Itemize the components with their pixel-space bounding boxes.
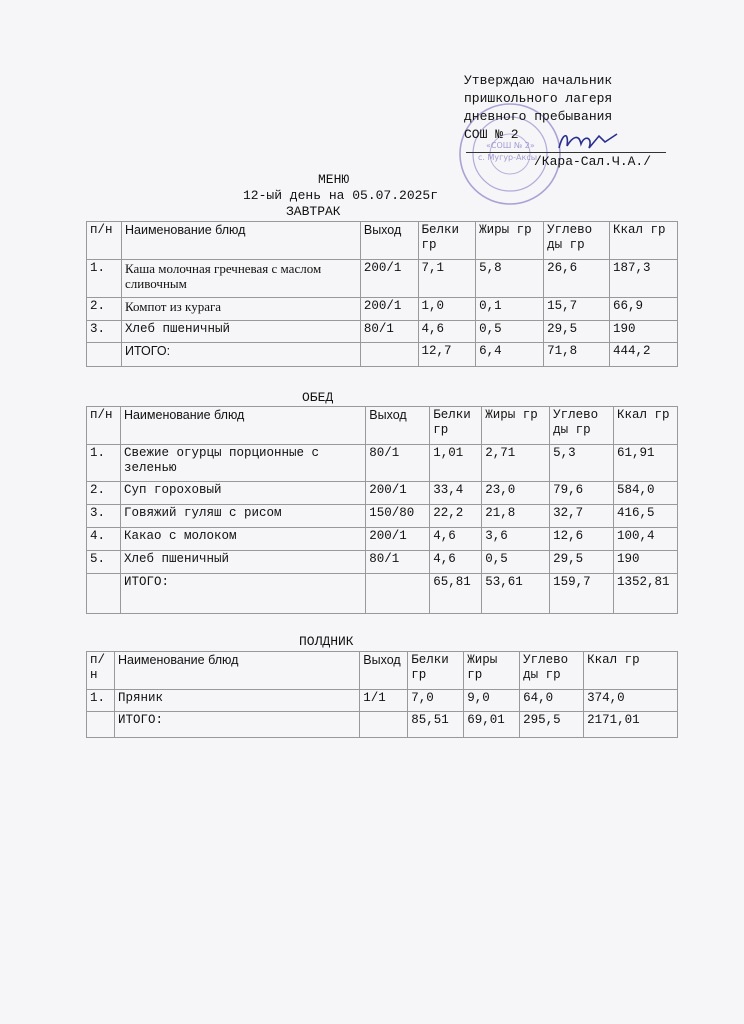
table-cell: 5. [87,551,121,574]
table-cell: 4. [87,528,121,551]
table-cell: 1. [87,445,121,482]
table-cell: 12,7 [418,343,476,367]
table-cell: Компот из курага [122,298,361,321]
table-cell: 6,4 [476,343,544,367]
table-cell: 200/1 [360,260,418,298]
table-cell: 80/1 [366,445,430,482]
header-cell: Углево ды гр [544,222,610,260]
table-cell [87,343,122,367]
table-cell: 3,6 [482,528,550,551]
table-cell: ИТОГО: [122,343,361,367]
table-row [87,482,678,505]
table-cell: Пряник [114,690,359,712]
table-cell: 190 [610,321,678,343]
svg-text:«СОШ № 2»: «СОШ № 2» [486,141,535,150]
snack-title: ПОЛДНИК [299,634,354,649]
table-cell: 1,0 [418,298,476,321]
table-cell: 80/1 [366,551,430,574]
table-cell: 0,5 [476,321,544,343]
table-cell: 2. [87,298,122,321]
signature-line [466,152,666,153]
table-cell: 79,6 [550,482,614,505]
header-cell: п/н [87,407,121,445]
table-row [87,298,678,321]
table-cell [360,343,418,367]
table-cell: 32,7 [550,505,614,528]
table-cell [87,712,115,738]
approver-name: /Кара-Сал.Ч.А./ [534,154,652,169]
table-cell [366,574,430,614]
header-cell: Жиры гр [482,407,550,445]
approval-line: пришкольного лагеря [464,91,613,106]
table-cell: 64,0 [520,690,584,712]
total-row [87,343,678,367]
table-cell: 9,0 [464,690,520,712]
table-cell: 0,5 [482,551,550,574]
header-cell: Белки гр [418,222,476,260]
table-cell: Хлеб пшеничный [120,551,365,574]
table-cell [360,712,408,738]
table-cell: 80/1 [360,321,418,343]
table-cell: 33,4 [430,482,482,505]
breakfast-title: ЗАВТРАК [286,204,341,219]
header-cell: п/н [87,222,122,260]
table-cell: 190 [614,551,678,574]
table-cell: Хлеб пшеничный [122,321,361,343]
table-cell: 7,1 [418,260,476,298]
table-row [87,551,678,574]
table-cell: ИТОГО: [114,712,359,738]
table-cell: 7,0 [408,690,464,712]
table-cell: Каша молочная гречневая с маслом сливочным [122,260,361,298]
table-cell: 65,81 [430,574,482,614]
table-header-row [87,652,678,690]
table-row [87,445,678,482]
table-cell: 26,6 [544,260,610,298]
header-cell: Наименование блюд [122,222,361,260]
table-cell: 444,2 [610,343,678,367]
lunch-title: ОБЕД [302,390,334,405]
table-cell: 2. [87,482,121,505]
header-cell: Углево ды гр [520,652,584,690]
header-cell: Белки гр [408,652,464,690]
header-cell: Выход [360,222,418,260]
snack-table [86,651,678,738]
approval-block [464,72,612,144]
table-row [87,528,678,551]
table-cell: 1. [87,690,115,712]
table-cell: 21,8 [482,505,550,528]
header-cell: Жиры гр [464,652,520,690]
table-cell: 5,8 [476,260,544,298]
table-cell: Говяжий гуляш с рисом [120,505,365,528]
table-cell: 1. [87,260,122,298]
table-cell: 200/1 [366,482,430,505]
table-cell: Суп гороховый [120,482,365,505]
table-cell: 2,71 [482,445,550,482]
menu-date: 12-ый день на 05.07.2025г [243,188,439,203]
table-row [87,690,678,712]
table-cell: 4,6 [430,528,482,551]
table-cell: 5,3 [550,445,614,482]
table-cell: 3. [87,321,122,343]
table-cell: 22,2 [430,505,482,528]
header-cell: Ккал гр [584,652,678,690]
table-cell: 29,5 [550,551,614,574]
table-cell: 200/1 [360,298,418,321]
table-cell: 3. [87,505,121,528]
header-cell: п/н [87,652,115,690]
header-cell: Жиры гр [476,222,544,260]
svg-text:с. Мугур-Аксы: с. Мугур-Аксы [478,153,538,162]
header-cell: Выход [366,407,430,445]
table-cell: 15,7 [544,298,610,321]
table-cell: Свежие огурцы порционные с зеленью [120,445,365,482]
table-cell: 29,5 [544,321,610,343]
total-row [87,712,678,738]
table-cell: 4,6 [418,321,476,343]
table-cell: 23,0 [482,482,550,505]
table-cell: 200/1 [366,528,430,551]
table-cell: 150/80 [366,505,430,528]
table-cell: 0,1 [476,298,544,321]
table-row [87,260,678,298]
table-cell: 4,6 [430,551,482,574]
table-header-row [87,222,678,260]
table-cell: 1,01 [430,445,482,482]
approval-line: Утверждаю начальник [464,73,613,88]
table-cell: 69,01 [464,712,520,738]
table-cell: 187,3 [610,260,678,298]
table-cell: 85,51 [408,712,464,738]
table-cell: 12,6 [550,528,614,551]
header-cell: Белки гр [430,407,482,445]
header-cell: Ккал гр [614,407,678,445]
table-cell: 159,7 [550,574,614,614]
total-row [87,574,678,614]
table-cell: 374,0 [584,690,678,712]
table-header-row [87,407,678,445]
header-cell: Выход [360,652,408,690]
menu-title: МЕНЮ [318,172,350,187]
breakfast-table [86,221,678,367]
table-cell: 584,0 [614,482,678,505]
table-cell: ИТОГО: [120,574,365,614]
table-cell: 2171,01 [584,712,678,738]
table-cell: 1/1 [360,690,408,712]
table-cell: 1352,81 [614,574,678,614]
table-cell: 53,61 [482,574,550,614]
approval-line: дневного пребывания [464,109,613,124]
table-cell: Какао с молоком [120,528,365,551]
table-cell: 100,4 [614,528,678,551]
table-row [87,321,678,343]
table-cell: 295,5 [520,712,584,738]
table-cell [87,574,121,614]
table-cell: 66,9 [610,298,678,321]
table-row [87,505,678,528]
approval-line: СОШ № 2 [464,127,519,142]
table-cell: 71,8 [544,343,610,367]
table-cell: 416,5 [614,505,678,528]
header-cell: Наименование блюд [114,652,359,690]
table-cell: 61,91 [614,445,678,482]
header-cell: Ккал гр [610,222,678,260]
lunch-table [86,406,678,614]
header-cell: Углево ды гр [550,407,614,445]
header-cell: Наименование блюд [120,407,365,445]
